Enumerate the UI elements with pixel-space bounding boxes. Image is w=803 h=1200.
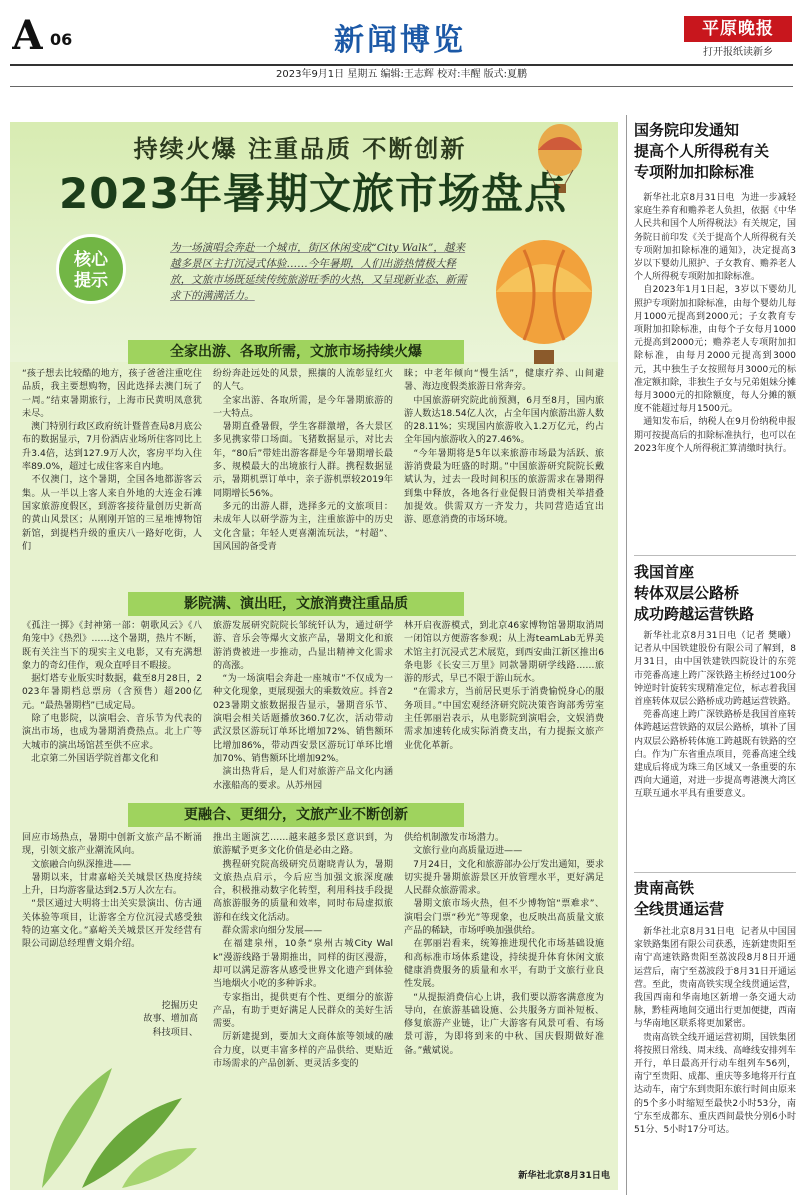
column-divider bbox=[626, 115, 627, 1195]
sidebar-story-3-title: 贵南高铁 全线贯通运营 bbox=[634, 879, 725, 918]
large-balloon-icon bbox=[484, 240, 604, 370]
section-3-column-3: 供给机制激发市场潜力。 文旅行业向高质量迈进—— 7月24日，文化和旅游部办公厅发出通知，要求切实提升暑期旅游景区开放管理水平，更好满足人民群众旅游需求。 暑期文旅市场火热，但不少博物馆“票难求”、演唱会门票“秒光”等现象，也反映出高质量文旅产品的稀缺，市场呼唤加强供给。 在郭丽岩看来，统筹推进现代化市场基础设施和高标准市场体系建设，持续提升体育休闲文旅健康消费服务的质量和水平，有助于文旅行业良性发展。 “从提振消费信心上讲，我们要以游客满意度为导向，在旅游基础设施、公共服务方面补短板、修复旅游产业链，让广大游客有风景可看、有场景可游，为即将到来的中秋、国庆假期做好准备。”戴斌说。 bbox=[404, 833, 604, 1056]
feature-subtitle: 持续火爆 注重品质 不断创新 bbox=[133, 134, 467, 163]
sidebar-story-3-body: 新华社北京8月31日电 记者从中国国家铁路集团有限公司获悉，连新建贵阳至南宁高速铁路贵阳至荔波段8月8日开通运营后，南宁至荔波段于8月31日开通运营。至此，贵南高铁实现全线贯通运营，我国西南和华南地区新增一条交通大动脉，黔桂两地间交通出行更加便捷，西南与华南地区联系将更加紧密。 贵南高铁全线开通运营初期，国铁集团将按照日常线、周末线、高峰线安排列车开行，单日最高开行动车组列车56列，南宁至贵阳、成都、重庆等多地将开行直达动车，南宁东到贵阳东旅行时间由原来的5个多小时缩短至最快2小时53分，南宁东至成都东、重庆西间最快分别6小时51分、5小时17分可达。 bbox=[634, 927, 796, 1136]
section-1-column-2: 纷纷奔赴远处的风景，熙攘的人流彰显红火的人气。 全家出游、各取所需，是今年暑期旅游的一大特点。 暑期直叠暑假，学生客群激增，各大景区多见携家带口场面。飞猪数据显示，对比去年，“80后”带娃出游客群是今年暑期增长最多、规模最大的出境旅行人群。携程数据显示，暑期机票订单中，亲子游机票较2019年同期增长56%。 多元的出游人群，选择多元的文旅项目：未成年人以研学游为主，注重旅游中的历史文化含量；年轻人更喜潮流玩法，“村超”、国风国韵备受青 bbox=[213, 369, 393, 552]
feature-title: 2023年暑期文旅市场盘点 bbox=[59, 169, 567, 218]
feature-credit: 新华社北京8月31日电 bbox=[518, 1171, 610, 1181]
sidebar-story-2-title: 我国首座 转体双层公路桥 成功跨越运营铁路 bbox=[634, 563, 755, 623]
section-3-heading: 更融合、更细分，文旅产业不断创新 bbox=[128, 803, 464, 827]
section-title: 新闻博览 bbox=[334, 23, 466, 58]
sidebar-story-2-body: 新华社北京8月31日电（记者 樊曦）记者从中国铁建股份有限公司了解到，8月31日，由中国铁建铁四院设计的东莞市莞番高速上跨广深铁路主桥经过100分钟逆时针旋转实现精准定位，标志着我国首座转体双层公路桥成功跨越运营铁路。 莞番高速上跨广深铁路桥是我国首座转体跨越运营铁路的双层公路桥，填补了国内双层公路桥转体施工跨越既有铁路的空白。作为广东省重点项目，莞番高速全线建成后将成为珠三角区域又一条重要的东西向大通道，对进一步提高粤港澳大湾区互联互通水平具有重要意义。 bbox=[634, 631, 796, 800]
sidebar-divider bbox=[634, 872, 796, 873]
dateline: 2023年9月1日 星期五 编辑:王志辉 校对:丰醒 版式:夏鹏 bbox=[276, 69, 527, 80]
newspaper-slogan: 打开报纸读新乡 bbox=[703, 47, 773, 58]
section-1-heading: 全家出游、各取所需，文旅市场持续火爆 bbox=[128, 340, 464, 364]
dateline-rule bbox=[10, 86, 793, 87]
section-3-column-1-tail: 挖掘历史 故事、增加高 科技项目、 bbox=[143, 1001, 198, 1038]
page-number: 06 bbox=[50, 30, 73, 49]
section-3-column-1: 回应市场热点，暑期中创新文旅产品不断涌现，引领文旅产业潮流风向。 文旅融合向纵深推进—— 暑期以来，甘肃嘉峪关关城景区热度持续上升，日均游客量达到2.5万人次左右。 “景区通过大明将士出关实景演出、仿古通关体验等项目，让游客全方位沉浸式感受独特的边塞文化。”嘉峪关关城景区开发经营有限公司副总经理曹文娟介绍。 bbox=[22, 833, 202, 950]
core-tip-badge: 核心 提示 bbox=[56, 234, 126, 304]
section-3-column-2: 推出主题演艺……越来越多景区意识到，为旅游赋予更多文化价值是必由之路。 携程研究院高级研究员谢晓青认为，暑期文旅热点启示，今后应当加强文旅深度融合，积极推动数字化转型，利用科技手段提高旅游服务的质量和效率，同时布局虚拟旅游和在线文化活动。 群众需求向细分发展—— 在福建泉州，10条“泉州古城City Walk”漫游线路于暑期推出，同样的街区漫游，却可以满足游客从感受世界文化遗产到体验当地烟火小吃的多种诉求。 专家指出，提供更有个性、更细分的旅游产品，有助于更好满足人民群众的美好生活需要。 厉新建提到，要加大文商体旅等领域的融合力度，以更丰富多样的产品供给、更贴近市场需求的产品创新、更灵活多变的 bbox=[213, 833, 393, 1070]
newspaper-logo: 平原晚报 bbox=[684, 16, 792, 42]
sidebar-story-1-title: 国务院印发通知 提高个人所得税有关 专项附加扣除标准 bbox=[634, 121, 770, 181]
sidebar-story-1-body: 新华社北京8月31日电 为进一步减轻家庭生养育和赡养老人负担，依据《中华人民共和国个人所得税法》有关规定，国务院日前印发《关于提高个人所得税有关专项附加扣除标准的通知》，决定提高3岁以下婴幼儿照护、子女教育、赡养老人个人所得税专项附加扣除标准。 自2023年1月1日起，3岁以下婴幼儿照护专项附加扣除标准，由每个婴幼儿每月1000元提高到2000元；子女教育专项附加扣除标准，由每个子女每月1000元提高到2000元；赡养老人专项附加扣除标准，由每月2000元提高到3000元，其中独生子女按照每月3000元的标准定额扣除，非独生子女与兄弟姐妹分摊每月3000元的扣除额度，每人分摊的额度不能超过每月1500元。 通知发布后，纳税人在9月份纳税申报期可按提高后的扣除标准执行，也可以在2023年度个人所得税汇算清缴时执行。 bbox=[634, 193, 796, 454]
feature-lead: 为一场演唱会奔赴一个城市，街区休闲变成“City Walk”，越来越多景区主打沉浸式体验……今年暑期，人们出游热情极大释放，文旅市场既延续传统旅游旺季的火热，又呈现新业态、新需求下的满满活力。 bbox=[170, 242, 467, 302]
section-1-column-1: “孩子想去比较酷的地方，孩子爸爸注重吃住品质，我主要想购物，因此选择去澳门玩了一周。”结束暑期旅行，上海市民黄明凤意犹未尽。 澳门特别行政区政府统计暨普查局8月底公布的数据显示，7月份酒店业场所住客同比上升3.4倍，达到127.9万人次，客房平均入住率89.0%，超过七成住客来自内地。 不仅澳门，这个暑期，全国各地都游客云集。从一半以上客人来自外地的大连金石滩国家旅游度假区，到游客接待量创历史新高的黄山风景区；从刚刚开馆的三星堆博物馆新馆，到提档升级的重庆八一路好吃街，人们 bbox=[22, 369, 202, 552]
section-2-column-2: 旅游发展研究院院长邹统钎认为，通过研学游、音乐会等爆火文旅产品，暑期文化和旅游消费被进一步推动，凸显出精神文化需求的高涨。 “为一场演唱会奔赴一座城市”不仅成为一种文化现象，更展现强大的乘数效应。抖音2023暑期文旅数据报告显示，暑期音乐节、演唱会相关话题播放360.7亿次，活动带动武汉景区游玩订单环比增加72%、销售额环比增加86%，带动西安景区游玩订单环比增加70%、销售额环比增加92%。 演出热背后，是人们对旅游产品文化内涵水涨船高的要求。从苏州园 bbox=[213, 621, 393, 791]
leaf-decoration-icon bbox=[22, 1048, 202, 1190]
section-2-heading: 影院满、演出旺，文旅消费注重品质 bbox=[128, 592, 464, 616]
sidebar-divider bbox=[634, 555, 796, 556]
section-2-column-1: 《孤注一掷》《封神第一部：朝歌风云》《八角笼中》《热烈》……这个暑期，热片不断，既有关注当下的现实主义电影，又有充满想象力的奇幻佳作，观众直呼目不暇接。 据灯塔专业版实时数据，截至8月28日，2023年暑期档总票房（含预售）超200亿元。“最热暑期档”已成定局。 除了电影院，以演唱会、音乐节为代表的演出市场，也成为暑期消费热点。北上广等大城市的演出场馆甚至供不应求。 北京第二外国语学院首都文化和 bbox=[22, 621, 202, 764]
page-letter: A bbox=[12, 14, 44, 58]
section-1-column-3: 睐；中老年倾向“慢生活”，健康疗养、山间避暑、海边度假类旅游日常奔旁。 中国旅游研究院此前预测，6月至8月，国内旅游人数达18.54亿人次，占全年国内旅游出游人数的28.11%；实现国内旅游收入1.2万亿元，约占全年国内旅游收入的27.46%。 “今年暑期将是5年以来旅游市场最为活跃、旅游消费最为旺盛的时期。”中国旅游研究院院长戴斌认为，过去一段时间积压的旅游需求在暑期得到集中释放，各地各行业促假日消费相关举措叠加提效。供需双方一齐发力，共同营造适宜出游、愿意消费的市场环境。 bbox=[404, 369, 604, 526]
header-rule bbox=[10, 64, 793, 66]
section-2-column-3: 林开启夜游模式，到北京46家博物馆暑期取消周一闭馆以方便游客参观；从上海teamLab无界美术馆主打沉浸式艺术展览，到西安曲江新区推出6条电影《长安三万里》同款暑期研学线路……旅游的形式，早已不限于游山玩水。 “在需求方，当前居民更乐于消费愉悦身心的服务项目。”中国宏观经济研究院决策咨询部秀劳室主任郭丽岩表示，从电影院到演唱会，文娱消费需求加速转化成实际消费支出，有力提振文旅产业优化革新。 bbox=[404, 621, 604, 751]
